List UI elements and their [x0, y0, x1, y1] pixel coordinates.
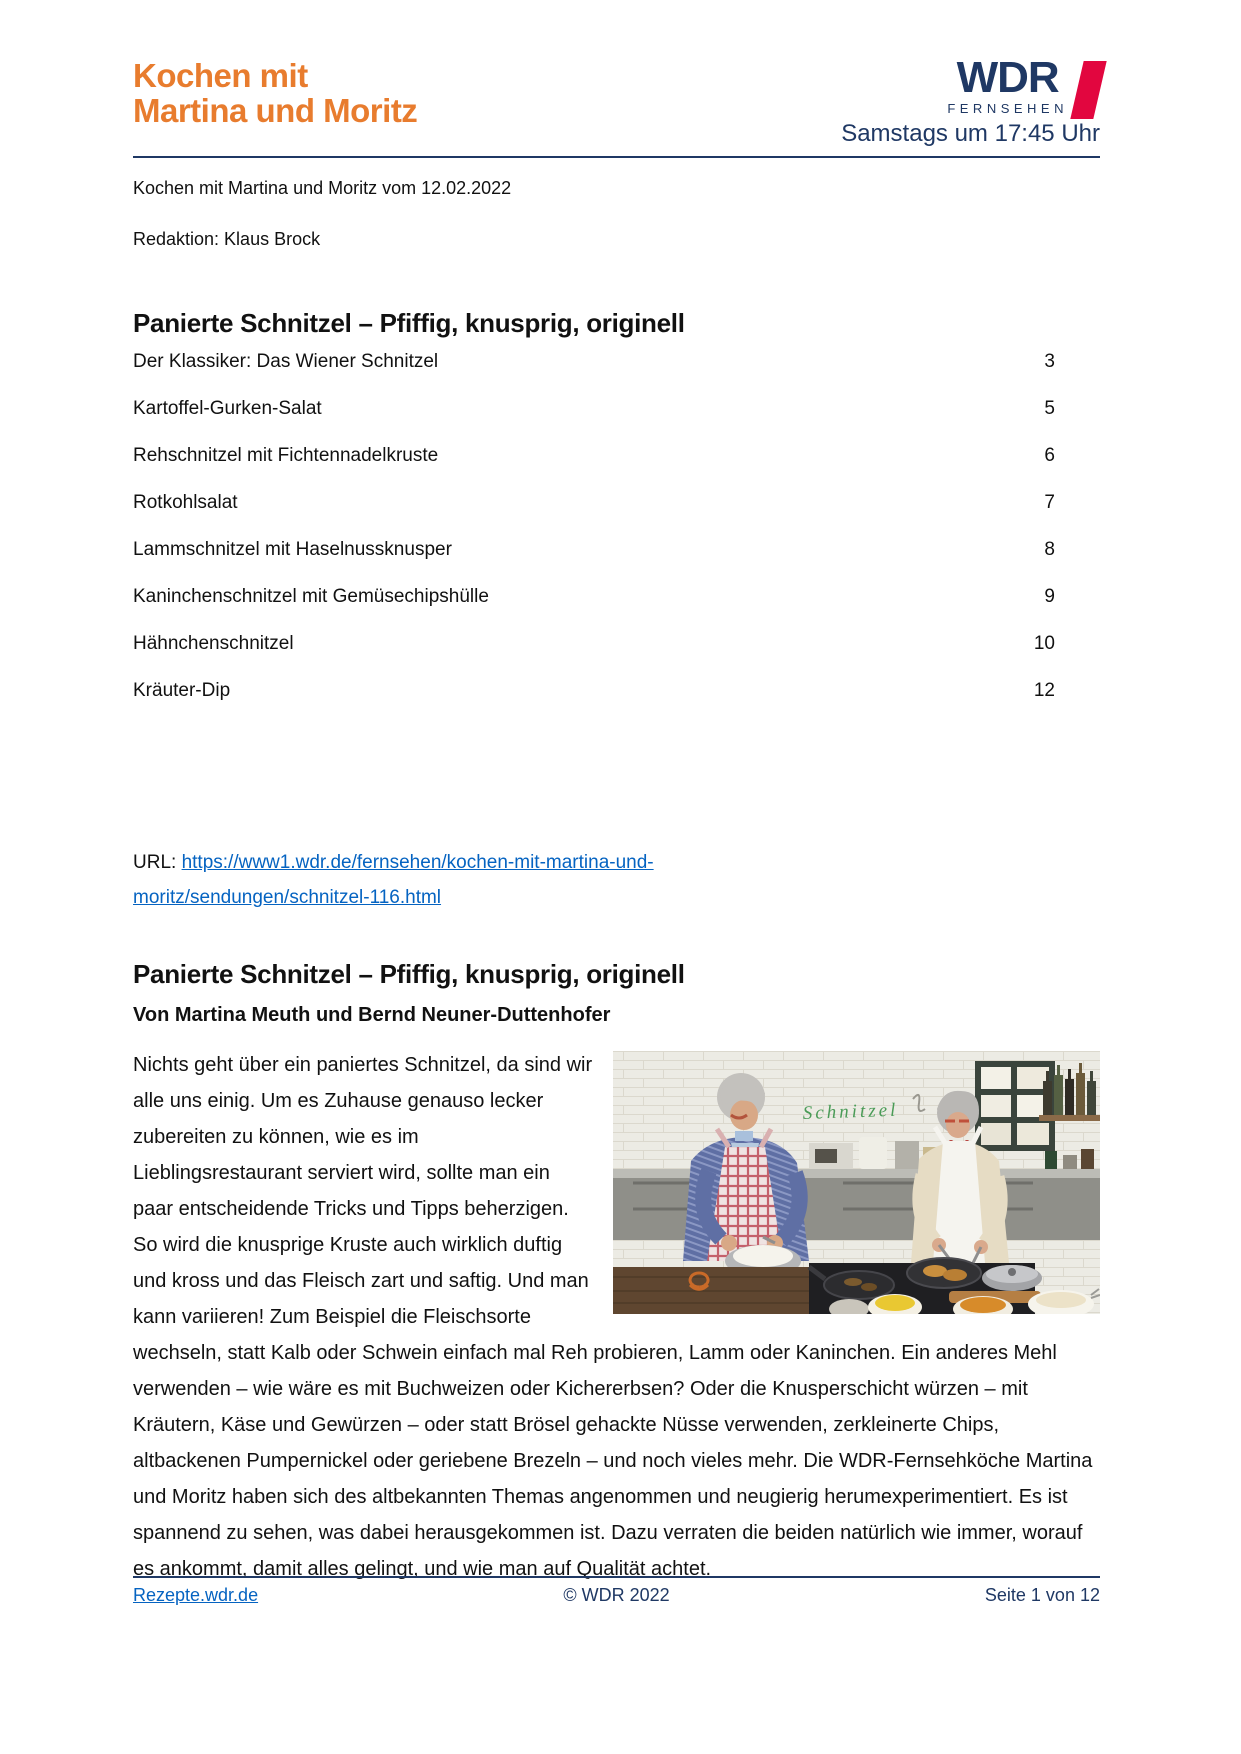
toc-entry-label: Der Klassiker: Das Wiener Schnitzel: [133, 351, 439, 372]
toc-title: Panierte Schnitzel – Pfiffig, knusprig, originell: [133, 308, 685, 338]
toc-entry-page: 10: [1033, 633, 1055, 654]
article-title: Panierte Schnitzel – Pfiffig, knusprig, originell: [133, 959, 685, 989]
toc-entry-label: Rotkohlsalat: [133, 492, 238, 513]
toc-entry: [133, 633, 1100, 680]
wdr-logo-text: WDR: [956, 53, 1059, 102]
article-text: Nichts geht über ein paniertes Schnitzel, da sind wir alle uns einig. Um es Zuhause genauso lecker zubereiten zu können, wie es im Lieblingsrestaurant serviert wird, sollte man ein paar entscheidende Tricks und Tipps beherzigen. So wird die knusprige Kruste auch wirklich duftig und kross und das Fleisch zart und saftig. Und man kann variieren! Zum Beispiel die Fleischsorte wechseln, statt Kalb oder Schwein einfach mal Reh probieren, Lamm oder Kaninchen. Ein anderes Mehl verwenden – wie wäre es mit Buchweizen oder Kichererbsen? Oder die Knusperschicht würzen – mit Kräutern, Käse und Gewürzen – oder statt Brösel gehackte Nüsse verwenden, zerkleinerte Chips, altbackenen Pumpernickel oder geriebene Brezeln – und noch vieles mehr. Die WDR-Fernsehköche Martina und Moritz haben sich des altbekannten Themas angenommen und neugierig herumexperimentiert. Es ist spannend zu sehen, was dabei herausgekommen ist. Dazu verraten die beiden natürlich wie immer, worauf es ankommt, damit alles gelingt, und wie man auf Qualität achtet.: [133, 1054, 1093, 1580]
toc-entry: [133, 445, 1100, 492]
toc-entry-page: 8: [1044, 539, 1055, 560]
footer-link[interactable]: Rezepte.wdr.de: [133, 1585, 259, 1605]
show-logo-line1: Kochen mit: [133, 57, 308, 94]
editor-line: Redaktion: Klaus Brock: [133, 229, 321, 249]
footer-page-number: Seite 1 von 12: [984, 1585, 1100, 1605]
show-logo-line2: Martina und Moritz: [133, 92, 418, 130]
article-byline: Von Martina Meuth und Bernd Neuner-Duttenhofer: [133, 1004, 611, 1026]
toc-entry: [133, 351, 1100, 398]
toc-entry-page: 3: [1044, 351, 1055, 372]
toc-entry: [133, 539, 1100, 586]
wdr-logo-block: [841, 53, 1100, 148]
broadcast-time: Samstags um 17:45 Uhr: [841, 120, 1100, 147]
show-logo: [133, 58, 417, 129]
episode-line: Kochen mit Martina und Moritz vom 12.02.2022: [133, 178, 512, 198]
episode-url-link[interactable]: https://www1.wdr.de/fernsehen/kochen-mit-martina-und-moritz/sendungen/schnitzel-116.html: [133, 852, 654, 908]
table-of-contents: [133, 351, 1100, 727]
article-body: [133, 1047, 1100, 1587]
toc-entry: [133, 398, 1100, 445]
url-prefix: URL:: [133, 852, 182, 873]
toc-entry-page: 9: [1044, 586, 1055, 607]
toc-entry-page: 7: [1044, 492, 1055, 513]
url-line: [133, 845, 733, 915]
toc-entry-page: 6: [1044, 445, 1055, 466]
toc-entry-label: Lammschnitzel mit Haselnussknusper: [133, 539, 452, 560]
toc-entry-page: 12: [1033, 680, 1055, 701]
wall-text: Schnitzel: [802, 1099, 899, 1124]
toc-entry: [133, 492, 1100, 539]
toc-entry-label: Kräuter-Dip: [133, 680, 231, 701]
wdr-fernsehen-label: FERNSEHEN: [947, 101, 1068, 117]
toc-entry-label: Hähnchenschnitzel: [133, 633, 294, 654]
toc-entry-label: Kaninchenschnitzel mit Gemüsechipshülle: [133, 586, 489, 607]
wdr-red-slash-icon: [1070, 61, 1106, 119]
toc-entry: [133, 586, 1100, 633]
toc-entry: [133, 680, 1100, 727]
toc-entry-label: Rehschnitzel mit Fichtennadelkruste: [133, 445, 439, 466]
page-footer: [133, 1576, 1100, 1606]
kitchen-photo: [613, 1051, 1100, 1314]
footer-copyright: © WDR 2022: [563, 1585, 670, 1605]
toc-entry-page: 5: [1044, 398, 1055, 419]
toc-entry-label: Kartoffel-Gurken-Salat: [133, 398, 322, 419]
page-header: [133, 0, 1100, 158]
